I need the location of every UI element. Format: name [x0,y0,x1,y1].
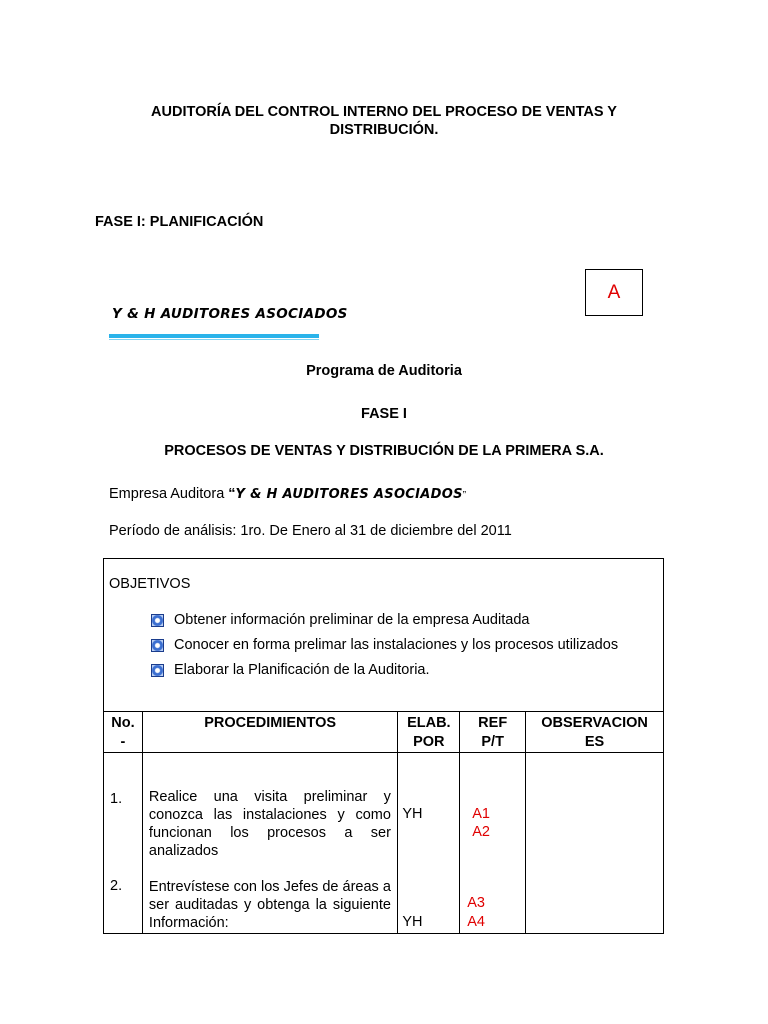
row-number-cell [104,753,143,934]
table-header-row [104,712,664,753]
header-ref-line2: P/T [481,734,504,750]
procedure-text-1: Realice una visita preliminar y conozca las instalaciones y como funcionan los procesos a ser analizados [148,789,391,859]
header-ref-line1: REF [478,715,508,731]
bullet-icon [151,614,164,627]
ref-a4: A4 [467,914,486,930]
objective-text: Elaborar la Planificación de la Auditoria. [174,662,430,678]
header-elab-line2: POR [413,734,445,750]
row-number-1: 1. [110,791,123,807]
header-no-line2: - [120,734,126,750]
title-line-1: AUDITORÍA DEL CONTROL INTERNO DEL PROCESO DE VENTAS Y [151,104,617,120]
logo-underline [109,334,319,338]
elab-by-1: YH [402,806,423,822]
procedure-text-2: Entrevístese con los Jefes de áreas a ser auditadas y obtenga la siguiente Información: [148,879,391,931]
objective-text: Obtener información preliminar de la empresa Auditada [174,612,530,628]
document-title [0,103,768,139]
header-no [104,712,143,753]
title-line-2: DISTRIBUCIÓN. [329,122,439,138]
table-row [104,753,664,934]
header-elab [398,712,460,753]
row-number-2: 2. [110,878,123,894]
ref-a1: A1 [472,806,491,822]
header-observations [526,712,664,753]
company-name: Y & H AUDITORES ASOCIADOS [235,487,463,502]
objective-item [151,637,618,653]
procedures-table [103,711,664,934]
logo-underline-thin [109,339,319,340]
ref-cell [460,753,526,934]
phase-heading: FASE I: PLANIFICACIÓN [95,214,264,230]
company-open-quote: “ [228,486,236,502]
ref-a3: A3 [467,895,486,911]
ref-a2: A2 [472,824,491,840]
header-elab-line1: ELAB. [407,715,451,731]
header-ref [460,712,526,753]
program-title: Programa de Auditoria [306,363,462,379]
process-title: PROCESOS DE VENTAS Y DISTRIBUCIÓN DE LA PRIMERA S.A. [164,443,604,459]
company-line [109,486,466,502]
bullet-icon [151,664,164,677]
reference-code-box: A [585,269,643,316]
elab-cell [398,753,460,934]
header-no-line1: No. [111,715,135,731]
header-procedures: PROCEDIMIENTOS [142,712,397,753]
objective-item [151,662,430,678]
elab-by-2: YH [402,914,423,930]
header-obs-line2: ES [584,734,605,750]
company-label: Empresa Auditora [109,486,225,502]
objectives-heading: OBJETIVOS [109,576,191,592]
company-logo-text: Y & H AUDITORES ASOCIADOS [112,306,348,322]
company-close-quote: ” [462,490,467,501]
phase-label: FASE I [361,406,407,422]
objective-item [151,612,529,628]
objective-text: Conocer en forma prelimar las instalaciones y los procesos utilizados [174,637,619,653]
observations-cell [526,753,664,934]
procedure-cell [142,753,397,934]
header-obs-line1: OBSERVACION [541,715,648,731]
analysis-period: Período de análisis: 1ro. De Enero al 31 de diciembre del 2011 [109,523,512,539]
bullet-icon [151,639,164,652]
